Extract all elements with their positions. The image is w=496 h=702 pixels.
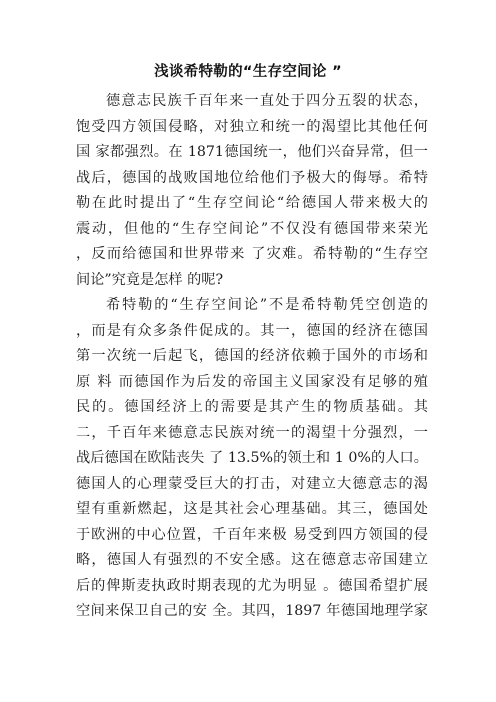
- text-line: 二，千百年来德意志民族对统一的渴望十分强烈，一: [76, 424, 428, 441]
- text-line: ，反而给德国和世界带来 了灾难。希特勒的“生存空: [76, 246, 428, 262]
- text-line: 战后德国在欧陆丧失 了 13.5%的领土和 1 0%的人口。: [76, 450, 428, 466]
- text-line: 勒在此时提出了“生存空间论“给德国人带来极大的: [76, 195, 428, 211]
- text-line: 震动，但他的“生存空间论”不仅没有德国带来荣光: [76, 220, 428, 237]
- text-line: 第一次统一后起飞，德国的经济依赖于国外的市场和: [76, 348, 428, 364]
- text-line: 略，德国人有强烈的不安全感。这在德意志帝国建立: [76, 552, 428, 568]
- text-line: 间论”究竟是怎样 的呢?: [76, 271, 224, 288]
- text-line: 战后，德国的战败国地位给他们予极大的侮辱。希特: [76, 169, 428, 186]
- text-line: 德国人的心理蒙受巨大的打击，对建立大德意志的渴: [76, 475, 428, 492]
- document-title: 浅谈希特勒的“生存空间论 ”: [154, 64, 342, 80]
- text-line: ，而是有众多条件促成的。其一，德国的经济在德国: [76, 322, 428, 339]
- paragraph-1: [76, 89, 428, 293]
- text-line: 于欧洲的中心位置，千百年来极 易受到四方领国的侵: [76, 526, 428, 543]
- text-line: 空间来保卫自己的安 全。其四，1897 年德国地理学家: [76, 603, 428, 619]
- text-line: 饱受四方领国侵略，对独立和统一的渴望比其他任何: [76, 118, 428, 135]
- text-line: 希特勒的“生存空间论”不是希特勒凭空创造的: [106, 297, 428, 313]
- text-line: 望有重新燃起，这是其社会心理基础。其三，德国处: [76, 501, 428, 517]
- text-line: 国 家都强烈。在 1871德国统一，他们兴奋异常，但一: [76, 144, 428, 160]
- text-line: 德意志民族千百年来一直处于四分五裂的状态，: [106, 93, 428, 109]
- text-line: 后的俾斯麦执政时期表现的尤为明显 。德国希望扩展: [76, 577, 428, 594]
- text-line: 原 料 而德国作为后发的帝国主义国家没有足够的殖: [76, 373, 428, 390]
- paragraph-2: [76, 293, 428, 625]
- text-line: 民的。德国经济上的需要是其产生的物质基础。其: [76, 399, 428, 415]
- document-body: [76, 89, 428, 625]
